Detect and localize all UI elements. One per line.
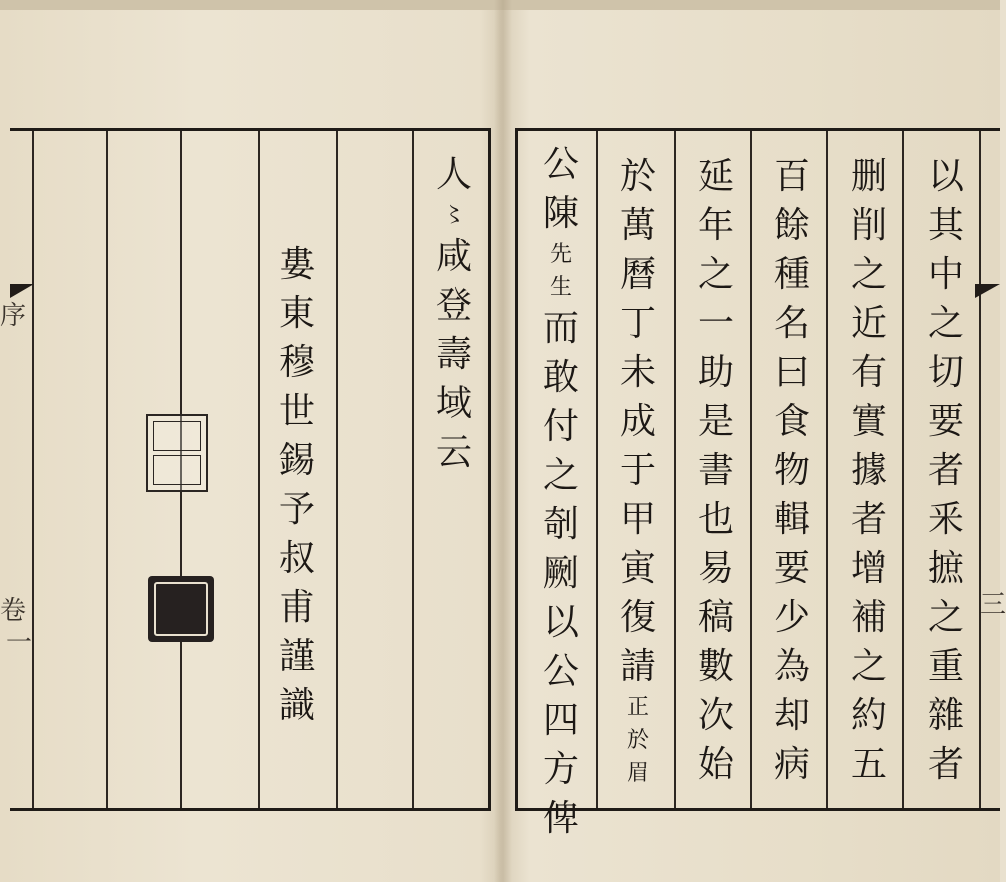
character: 之 bbox=[850, 254, 887, 295]
page-number: 三 bbox=[980, 590, 1006, 620]
character: 者 bbox=[927, 450, 964, 491]
character: 以 bbox=[927, 156, 964, 197]
character: 是 bbox=[697, 401, 734, 442]
seal-glyph bbox=[153, 455, 201, 485]
character: 近 bbox=[850, 303, 887, 344]
character: 曰 bbox=[773, 352, 810, 393]
character: 增 bbox=[850, 548, 887, 589]
character: 而 bbox=[542, 308, 579, 349]
character: 却 bbox=[773, 695, 810, 736]
character: 之 bbox=[697, 254, 734, 295]
character: 為 bbox=[773, 646, 810, 687]
character: 謹 bbox=[278, 636, 315, 677]
character: 要 bbox=[927, 401, 964, 442]
character: 成 bbox=[619, 401, 656, 442]
character: 咸 bbox=[435, 236, 472, 277]
character: 穆 bbox=[278, 342, 315, 383]
column-rule bbox=[979, 131, 981, 808]
column-rule bbox=[106, 131, 108, 808]
character: 一 bbox=[697, 303, 734, 344]
character: 登 bbox=[435, 285, 472, 326]
character: 要 bbox=[773, 548, 810, 589]
character: 删 bbox=[850, 156, 887, 197]
seal-glyph bbox=[153, 421, 201, 451]
text-column bbox=[536, 140, 586, 843]
character: 削 bbox=[850, 205, 887, 246]
character: 先 bbox=[549, 242, 572, 267]
character: 丁 bbox=[619, 303, 656, 344]
character: 曆 bbox=[619, 254, 656, 295]
column-rule bbox=[750, 131, 752, 808]
character: 于 bbox=[619, 450, 656, 491]
character: 摭 bbox=[927, 548, 964, 589]
character: 域 bbox=[435, 383, 472, 424]
character: 請 bbox=[619, 646, 656, 687]
character: 劂 bbox=[542, 553, 579, 594]
seal-stamp bbox=[148, 576, 214, 642]
character: 物 bbox=[773, 450, 810, 491]
column-rule bbox=[826, 131, 828, 808]
character: 甫 bbox=[278, 587, 315, 628]
text-column bbox=[844, 152, 894, 789]
character: 書 bbox=[697, 450, 734, 491]
fish-tail-mark-right bbox=[975, 284, 1000, 298]
column-rule bbox=[902, 131, 904, 808]
character: 有 bbox=[850, 352, 887, 393]
character: 壽 bbox=[435, 334, 472, 375]
text-column bbox=[429, 150, 479, 477]
seal-glyph bbox=[154, 582, 208, 636]
character: 之 bbox=[850, 646, 887, 687]
character: 易 bbox=[697, 548, 734, 589]
character: 世 bbox=[278, 391, 315, 432]
character: 公 bbox=[542, 144, 579, 185]
column-rule bbox=[674, 131, 676, 808]
character: 以 bbox=[542, 602, 579, 643]
edge-label: 卷 bbox=[0, 596, 27, 626]
character: 其 bbox=[927, 205, 964, 246]
column-rule bbox=[412, 131, 414, 808]
character: 敢 bbox=[542, 357, 579, 398]
character: 食 bbox=[773, 401, 810, 442]
character: 據 bbox=[850, 450, 887, 491]
character: 約 bbox=[850, 695, 887, 736]
character: 正 bbox=[626, 695, 649, 720]
character: 四 bbox=[542, 700, 579, 741]
text-column bbox=[613, 152, 663, 790]
column-rule bbox=[32, 131, 34, 808]
character: 陳 bbox=[542, 193, 579, 234]
character: 婁 bbox=[278, 244, 315, 285]
text-column bbox=[921, 152, 971, 789]
column-rule bbox=[336, 131, 338, 808]
character: 補 bbox=[850, 597, 887, 638]
character: 錫 bbox=[278, 440, 315, 481]
character: 數 bbox=[697, 646, 734, 687]
character: 餘 bbox=[773, 205, 810, 246]
character: 人 bbox=[435, 154, 472, 195]
left-page-frame bbox=[10, 128, 491, 811]
character: 生 bbox=[549, 275, 572, 300]
character: 叔 bbox=[278, 538, 315, 579]
character: 五 bbox=[850, 744, 887, 785]
column-rule bbox=[596, 131, 598, 808]
character: 剞 bbox=[542, 504, 579, 545]
character: 雜 bbox=[927, 695, 964, 736]
character: 名 bbox=[773, 303, 810, 344]
character: 重 bbox=[927, 646, 964, 687]
character: 東 bbox=[278, 293, 315, 334]
character: 釆 bbox=[927, 499, 964, 540]
character: 予 bbox=[278, 489, 315, 530]
character: 復 bbox=[619, 597, 656, 638]
edge-label: 序 bbox=[0, 301, 27, 331]
character: 萬 bbox=[619, 205, 656, 246]
character: 百 bbox=[773, 156, 810, 197]
character: 識 bbox=[278, 685, 315, 726]
character: 甲 bbox=[619, 499, 656, 540]
character: 於 bbox=[619, 156, 656, 197]
character: 中 bbox=[927, 254, 964, 295]
character: 〻 bbox=[442, 203, 465, 228]
character: 者 bbox=[927, 744, 964, 785]
character: 者 bbox=[850, 499, 887, 540]
character: 助 bbox=[697, 352, 734, 393]
character: 方 bbox=[542, 749, 579, 790]
signature-column bbox=[269, 240, 325, 730]
character: 公 bbox=[542, 651, 579, 692]
character: 於 bbox=[626, 728, 649, 753]
character: 寅 bbox=[619, 548, 656, 589]
character: 俾 bbox=[542, 798, 579, 839]
character: 切 bbox=[927, 352, 964, 393]
character: 之 bbox=[927, 597, 964, 638]
character: 未 bbox=[619, 352, 656, 393]
character: 病 bbox=[773, 744, 810, 785]
character: 年 bbox=[697, 205, 734, 246]
book-gutter bbox=[494, 0, 512, 882]
edge-label: 一 bbox=[6, 628, 33, 658]
character: 付 bbox=[542, 406, 579, 447]
character: 種 bbox=[773, 254, 810, 295]
character: 次 bbox=[697, 695, 734, 736]
character: 始 bbox=[697, 744, 734, 785]
character: 之 bbox=[542, 455, 579, 496]
column-rule bbox=[258, 131, 260, 808]
text-column bbox=[767, 152, 817, 789]
character: 云 bbox=[435, 432, 472, 473]
character: 延 bbox=[697, 156, 734, 197]
character: 實 bbox=[850, 401, 887, 442]
character: 少 bbox=[773, 597, 810, 638]
text-column bbox=[691, 152, 741, 789]
character: 之 bbox=[927, 303, 964, 344]
character: 輯 bbox=[773, 499, 810, 540]
character: 也 bbox=[697, 499, 734, 540]
character: 眉 bbox=[626, 761, 649, 786]
seal-stamp bbox=[146, 414, 208, 492]
character: 稿 bbox=[697, 597, 734, 638]
